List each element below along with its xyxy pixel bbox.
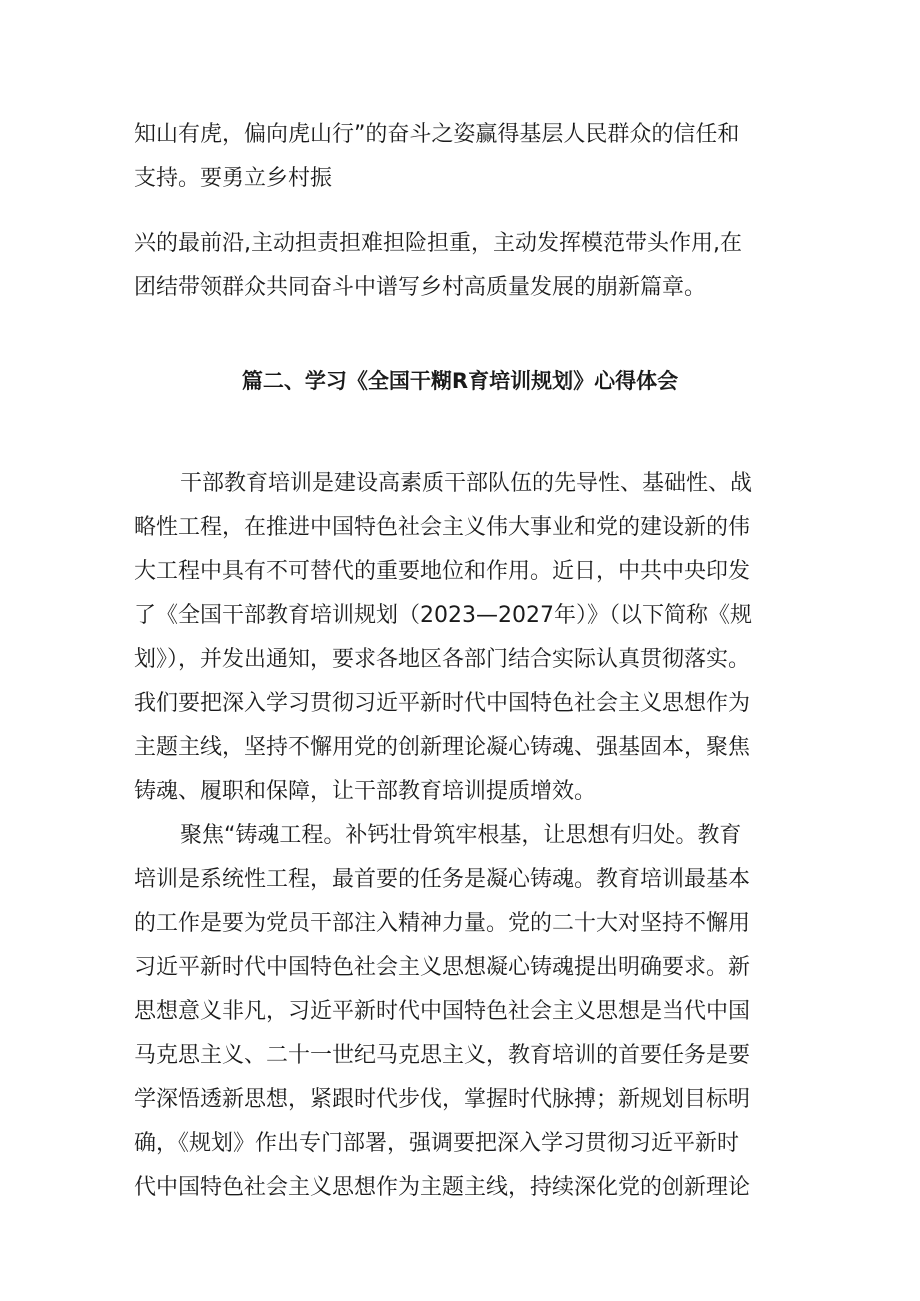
paragraph-2-line-8: 确，《规划》作出专门部署，强调要把深入学习贯彻习近平新时 xyxy=(134,1131,740,1156)
paragraph-1-line-7: 主题主线，坚持不懈用党的创新理论凝心铸魂、强基固本，聚焦 xyxy=(134,735,751,760)
paragraph-2-line-7: 学深悟透新思想，紧跟时代步伐，掌握时代脉搏；新规划目标明 xyxy=(134,1087,751,1112)
paragraph-1-line-2: 略性工程，在推进中国特色社会主义伟大事业和党的建设新的伟 xyxy=(134,515,751,540)
paragraph-1-line-3: 大工程中具有不可替代的重要地位和作用。近日，中共中央印发 xyxy=(134,559,751,584)
paragraph-1-line-8: 铸魂、履职和保障，让干部教育培训提质增效。 xyxy=(134,779,597,804)
paragraph-1-line-5: 划》），并发出通知，要求各地区各部门结合实际认真贯彻落实。 xyxy=(134,647,751,672)
paragraph-2-line-5: 思想意义非凡，习近平新时代中国特色社会主义思想是当代中国 xyxy=(134,999,751,1024)
paragraph-1-line-1: 干部教育培训是建设高素质干部队伍的先导性、基础性、战 xyxy=(180,471,753,496)
intro-line-3: 兴的最前沿,主动担责担难担险担重，主动发挥模范带头作用,在 xyxy=(134,231,742,256)
paragraph-2-line-6: 马克思主义、二十一世纪马克思主义，教育培训的首要任务是要 xyxy=(134,1043,751,1068)
paragraph-2-line-9: 代中国特色社会主义思想作为主题主线，持续深化党的创新理论 xyxy=(134,1175,751,1200)
paragraph-2-line-3: 的工作是要为党员干部注入精神力量。党的二十大对坚持不懈用 xyxy=(134,911,751,936)
paragraph-1-line-4: 了《全国干部教育培训规划（2023—2027年）》（以下简称《规 xyxy=(134,603,752,628)
intro-line-2: 支持。要勇立乡村振 xyxy=(134,166,333,191)
section-heading: 篇二、学习《全国干糊R育培训规划》心得体会 xyxy=(241,369,679,393)
intro-line-1: 知山有虎，偏向虎山行”的奋斗之姿赢得基层人民群众的信任和 xyxy=(134,122,740,147)
paragraph-2-line-2: 培训是系统性工程，最首要的任务是凝心铸魂。教育培训最基本 xyxy=(134,867,751,892)
paragraph-1-line-6: 我们要把深入学习贯彻习近平新时代中国特色社会主义思想作为 xyxy=(134,691,751,716)
paragraph-2-line-4: 习近平新时代中国特色社会主义思想凝心铸魂提出明确要求。新 xyxy=(134,955,751,980)
intro-line-4: 团结带领群众共同奋斗中谱写乡村高质量发展的崩新篇章。 xyxy=(134,275,707,300)
paragraph-2-line-1: 聚焦“铸魂工程。补钙壮骨筑牢根基，让思想有归处。教育 xyxy=(180,823,742,848)
